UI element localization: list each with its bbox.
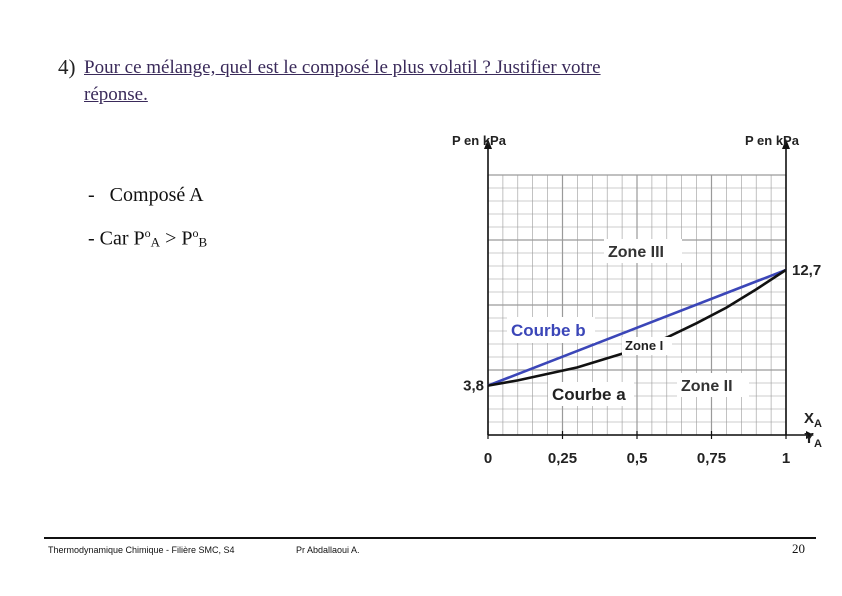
- chart-axes: [484, 139, 814, 439]
- question-text: Pour ce mélange, quel est le composé le plus volatil ? Justifier votre réponse.: [84, 57, 601, 105]
- zone-iii-label: Zone III: [608, 244, 664, 261]
- phase-diagram-chart: [440, 125, 840, 470]
- answer-sup-1: o: [144, 226, 151, 240]
- answer-line-1: [88, 184, 204, 207]
- footer-course: Thermodynamique Chimique - Filière SMC, S4: [48, 545, 235, 555]
- x-axis-title-ya: $Y_A$: [804, 430, 822, 450]
- question-number: 4): [58, 55, 76, 79]
- x-tick-label: 0,5: [626, 450, 648, 467]
- courbe-b-label: Courbe b: [511, 321, 586, 340]
- answer-sub-2: B: [198, 234, 208, 250]
- footer-author: Pr Abdallaoui A.: [296, 545, 360, 555]
- answer-reason-prefix: Car P: [99, 227, 145, 250]
- question-block: [58, 54, 638, 108]
- answer-line-2: [88, 226, 207, 251]
- x-tick-label: 0,25: [547, 450, 578, 467]
- answer-compound: Composé A: [109, 184, 204, 206]
- answer-sup-2: o: [192, 226, 199, 240]
- page-number: 20: [792, 541, 805, 556]
- courbe-a-label: Courbe a: [552, 385, 626, 404]
- answer-dash-2: -: [88, 227, 95, 250]
- answer-dash-1: -: [88, 184, 95, 206]
- answer-p2: P: [181, 227, 193, 250]
- x-axis-title-xa: $X_A$: [804, 410, 822, 430]
- zone-i-label: Zone I: [625, 338, 664, 353]
- zone-ii-label: Zone II: [681, 378, 733, 395]
- y-axis-left-title: P en kPa: [452, 133, 506, 148]
- footer-divider: [44, 537, 816, 539]
- y-axis-right-title: P en kPa: [745, 133, 799, 148]
- x-tick-label: 1: [781, 450, 791, 467]
- x-tick-label: 0: [483, 450, 493, 467]
- y-left-value-label: 3,8: [463, 377, 484, 395]
- y-right-value-label: 12,7: [792, 261, 822, 279]
- x-tick-label: 0,75: [696, 450, 727, 467]
- answer-sub-1: A: [150, 234, 161, 250]
- answer-operator: >: [160, 227, 182, 250]
